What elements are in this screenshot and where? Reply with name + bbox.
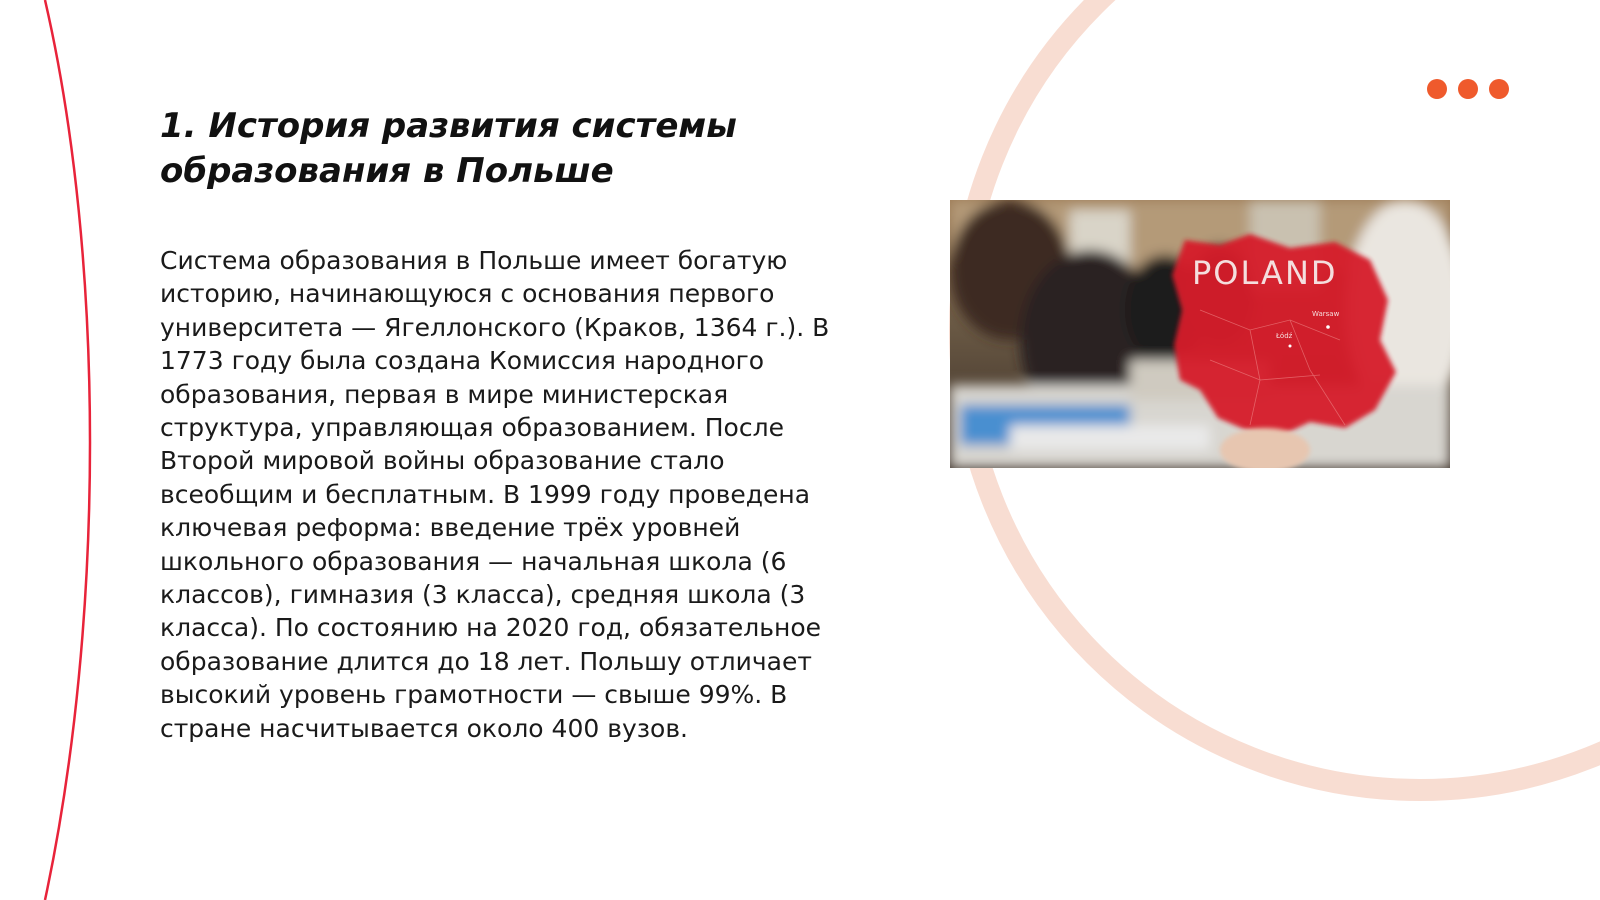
three-dots-icon xyxy=(1427,79,1509,99)
dot-icon xyxy=(1489,79,1509,99)
photo-illustration xyxy=(950,200,1450,468)
dot-icon xyxy=(1458,79,1478,99)
map-city-label: Warsaw xyxy=(1312,310,1340,318)
map-city-label: Łódź xyxy=(1276,332,1293,340)
classroom-poland-map-image xyxy=(950,200,1450,468)
slide-body-text: Система образования в Польше имеет богатую историю, начинающуюся с основания первого университета — Ягеллонского (Краков, 1364 г.). В 1773 году была создана Комиссия народного образования, первая в мире министерская структура, управляющая образованием. После Второй мировой войны образование стало всеобщим и бесплатным. В 1999 году проведена ключевая реформа: введение трёх уровней школьного образования — начальная школа (6 классов), гимназия (3 класса), средняя школа (3 класса). По состоянию на 2020 год, обязательное образование длится до 18 лет. Польшу отличает высокий уровень грамотности — свыше 99%. В стране насчитывается около 400 вузов. xyxy=(160,246,830,743)
slide-title: 1. История развития системы образования в Польше xyxy=(160,106,737,191)
left-curve-line xyxy=(45,0,90,900)
dot-icon xyxy=(1427,79,1447,99)
map-label-poland: POLAND xyxy=(1192,254,1338,292)
